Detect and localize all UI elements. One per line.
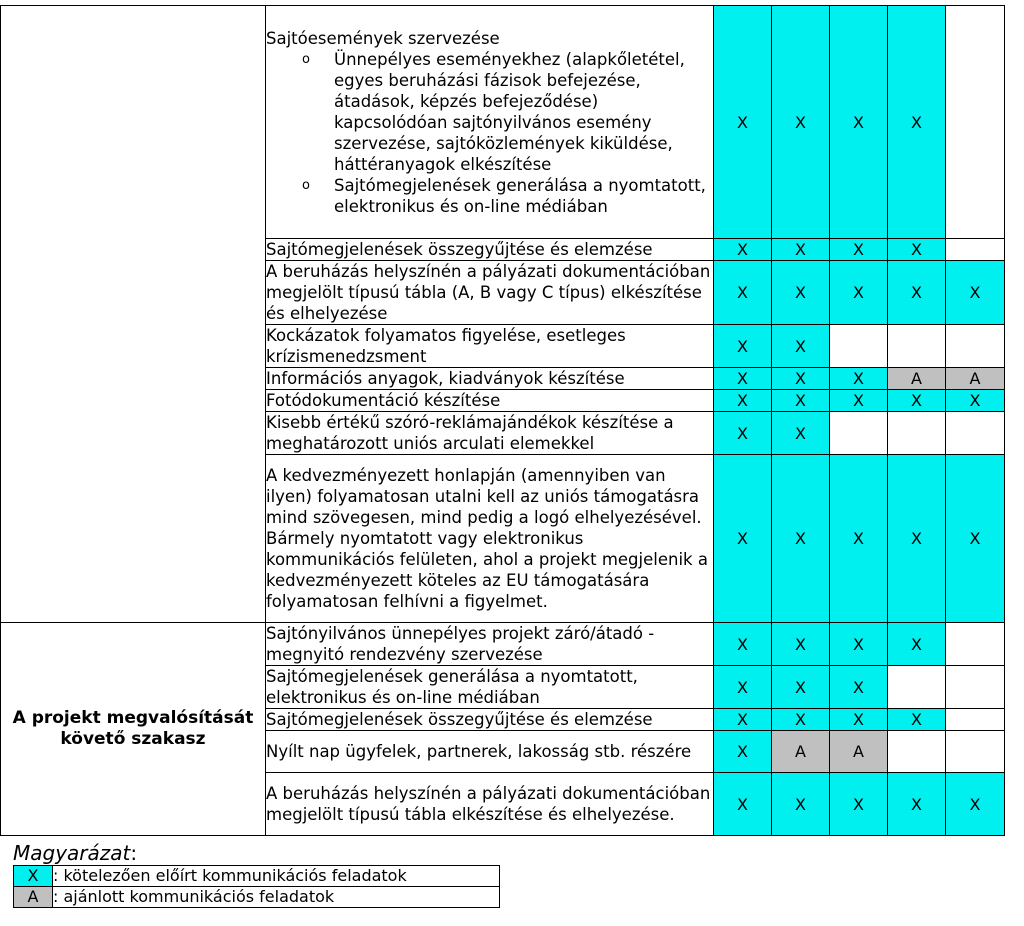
task-text: Sajtómegjelenések generálása a nyomtatott, elektronikus és on-line médiában (266, 667, 638, 707)
sub-item (302, 175, 713, 217)
mark-cell-3: X (830, 390, 888, 412)
mark-cell-2: X (772, 709, 830, 731)
mark-cell-3: X (830, 6, 888, 239)
mark-cell-4 (888, 325, 946, 368)
mark-cell-5: X (946, 773, 1005, 836)
mark-cell-5 (946, 666, 1005, 709)
task-cell (266, 261, 714, 325)
mark-cell-3: X (830, 261, 888, 325)
legend-row-mandatory (14, 866, 500, 887)
mark-cell-3 (830, 325, 888, 368)
mark-cell-3: A (830, 731, 888, 773)
mark-cell-2: X (772, 6, 830, 239)
mark-cell-2: X (772, 325, 830, 368)
mark-cell-3: X (830, 666, 888, 709)
task-text: Fotódokumentáció készítése (266, 391, 501, 410)
phase-label: A projekt megvalósítását követő szakasz (12, 708, 254, 749)
circle-bullet-icon: o (302, 177, 310, 193)
task-cell (266, 390, 714, 412)
mark-cell-1: X (714, 368, 772, 390)
mark-cell-1: X (714, 239, 772, 261)
task-cell (266, 6, 714, 239)
legend-title-text: Magyarázat (13, 841, 131, 865)
mark-cell-1: X (714, 666, 772, 709)
task-cell (266, 368, 714, 390)
mark-cell-2: X (772, 455, 830, 623)
mark-cell-2: X (772, 666, 830, 709)
task-cell (266, 666, 714, 709)
task-text: Sajtómegjelenések összegyűjtése és elemzése (266, 710, 653, 729)
mark-cell-5 (946, 709, 1005, 731)
mark-cell-4 (888, 731, 946, 773)
mark-cell-3: X (830, 368, 888, 390)
mark-cell-1: X (714, 709, 772, 731)
mark-cell-2: X (772, 261, 830, 325)
mark-cell-4: X (888, 709, 946, 731)
task-cell (266, 412, 714, 455)
communication-tasks-table (0, 5, 1005, 836)
mark-cell-5 (946, 6, 1005, 239)
mark-cell-2: X (772, 368, 830, 390)
mark-cell-4: X (888, 239, 946, 261)
mark-cell-3: X (830, 773, 888, 836)
task-text: A beruházás helyszínén a pályázati dokumentációban megjelölt típusú tábla (A, B vagy C típus) elkészítése és elhelyezése (266, 262, 711, 323)
task-cell (266, 623, 714, 666)
task-cell (266, 325, 714, 368)
mark-cell-1: X (714, 455, 772, 623)
mark-cell-4 (888, 666, 946, 709)
mark-cell-5: X (946, 390, 1005, 412)
legend-symbol-mandatory: X (14, 866, 53, 887)
task-text: Kockázatok folyamatos figyelése, esetleges krízismenedzsment (266, 326, 626, 366)
mark-cell-1: X (714, 390, 772, 412)
legend-symbol-recommended: A (14, 887, 53, 908)
mark-cell-5 (946, 325, 1005, 368)
mark-cell-4: X (888, 455, 946, 623)
mark-cell-2: X (772, 623, 830, 666)
task-cell (266, 455, 714, 623)
mark-cell-5 (946, 239, 1005, 261)
legend-text-recommended: : ajánlott kommunikációs feladatok (53, 887, 500, 908)
task-text: Információs anyagok, kiadványok készítése (266, 369, 625, 388)
task-text: Nyílt nap ügyfelek, partnerek, lakosság stb. részére (266, 742, 692, 761)
task-cell (266, 709, 714, 731)
legend-title (13, 841, 137, 865)
legend-table (13, 865, 500, 908)
mark-cell-2: X (772, 412, 830, 455)
sub-item-list (266, 49, 713, 217)
task-text: Sajtómegjelenések összegyűjtése és elemzése (266, 240, 653, 259)
task-text: Sajtóesemények szervezése (266, 28, 500, 48)
mark-cell-1: X (714, 623, 772, 666)
mark-cell-1: X (714, 412, 772, 455)
mark-cell-4: X (888, 261, 946, 325)
mark-cell-3: X (830, 455, 888, 623)
mark-cell-2: X (772, 773, 830, 836)
mark-cell-3 (830, 412, 888, 455)
mark-cell-4: X (888, 6, 946, 239)
mark-cell-3: X (830, 623, 888, 666)
mark-cell-2: A (772, 731, 830, 773)
table-row (1, 623, 1005, 666)
mark-cell-1: X (714, 773, 772, 836)
task-cell (266, 731, 714, 773)
mark-cell-2: X (772, 239, 830, 261)
mark-cell-1: X (714, 325, 772, 368)
mark-cell-4: X (888, 773, 946, 836)
mark-cell-4: X (888, 390, 946, 412)
mark-cell-4: A (888, 368, 946, 390)
table-row (1, 6, 1005, 239)
mark-cell-5: X (946, 261, 1005, 325)
legend-text-mandatory: : kötelezően előírt kommunikációs feladatok (53, 866, 500, 887)
task-cell (266, 773, 714, 836)
legend-title-colon: : (130, 841, 138, 865)
phase-cell (1, 623, 266, 836)
task-text: A kedvezményezett honlapján (amennyiben van ilyen) folyamatosan utalni kell az uniós támogatásra mind szövegesen, mind pedig a logó elhelyezésével. Bármely nyomtatott vagy elektronikus kommunikációs felületen, ahol a projekt megjelenik a kedvezményezett köteles az EU támogatására folyamatosan felhívni a figyelmet. (266, 466, 708, 611)
mark-cell-1: X (714, 731, 772, 773)
mark-cell-2: X (772, 390, 830, 412)
task-text: Sajtónyilvános ünnepélyes projekt záró/átadó - megnyitó rendezvény szervezése (266, 624, 655, 664)
mark-cell-4 (888, 412, 946, 455)
sub-item (302, 49, 713, 175)
mark-cell-3: X (830, 709, 888, 731)
mark-cell-5 (946, 731, 1005, 773)
mark-cell-1: X (714, 261, 772, 325)
sub-item-text: Ünnepélyes eseményekhez (alapkőletétel, egyes beruházási fázisok befejezése, átadások, képzés befejeződése) kapcsolódóan sajtónyilvános esemény szervezése, sajtóközlemények kiküldése, háttéranyagok elkészítése (334, 49, 685, 174)
task-text: A beruházás helyszínén a pályázati dokumentációban megjelölt típusú tábla elkészítése és elhelyezése. (266, 784, 711, 824)
mark-cell-5 (946, 623, 1005, 666)
mark-cell-3: X (830, 239, 888, 261)
mark-cell-4: X (888, 623, 946, 666)
circle-bullet-icon: o (302, 51, 310, 67)
task-text: Kisebb értékű szóró-reklámajándékok készítése a meghatározott uniós arculati elemekkel (266, 413, 674, 453)
mark-cell-5: A (946, 368, 1005, 390)
mark-cell-1: X (714, 6, 772, 239)
mark-cell-5 (946, 412, 1005, 455)
legend-row-recommended (14, 887, 500, 908)
task-cell (266, 239, 714, 261)
mark-cell-5: X (946, 455, 1005, 623)
phase-cell (1, 6, 266, 623)
sub-item-text: Sajtómegjelenések generálása a nyomtatott, elektronikus és on-line médiában (334, 175, 706, 216)
